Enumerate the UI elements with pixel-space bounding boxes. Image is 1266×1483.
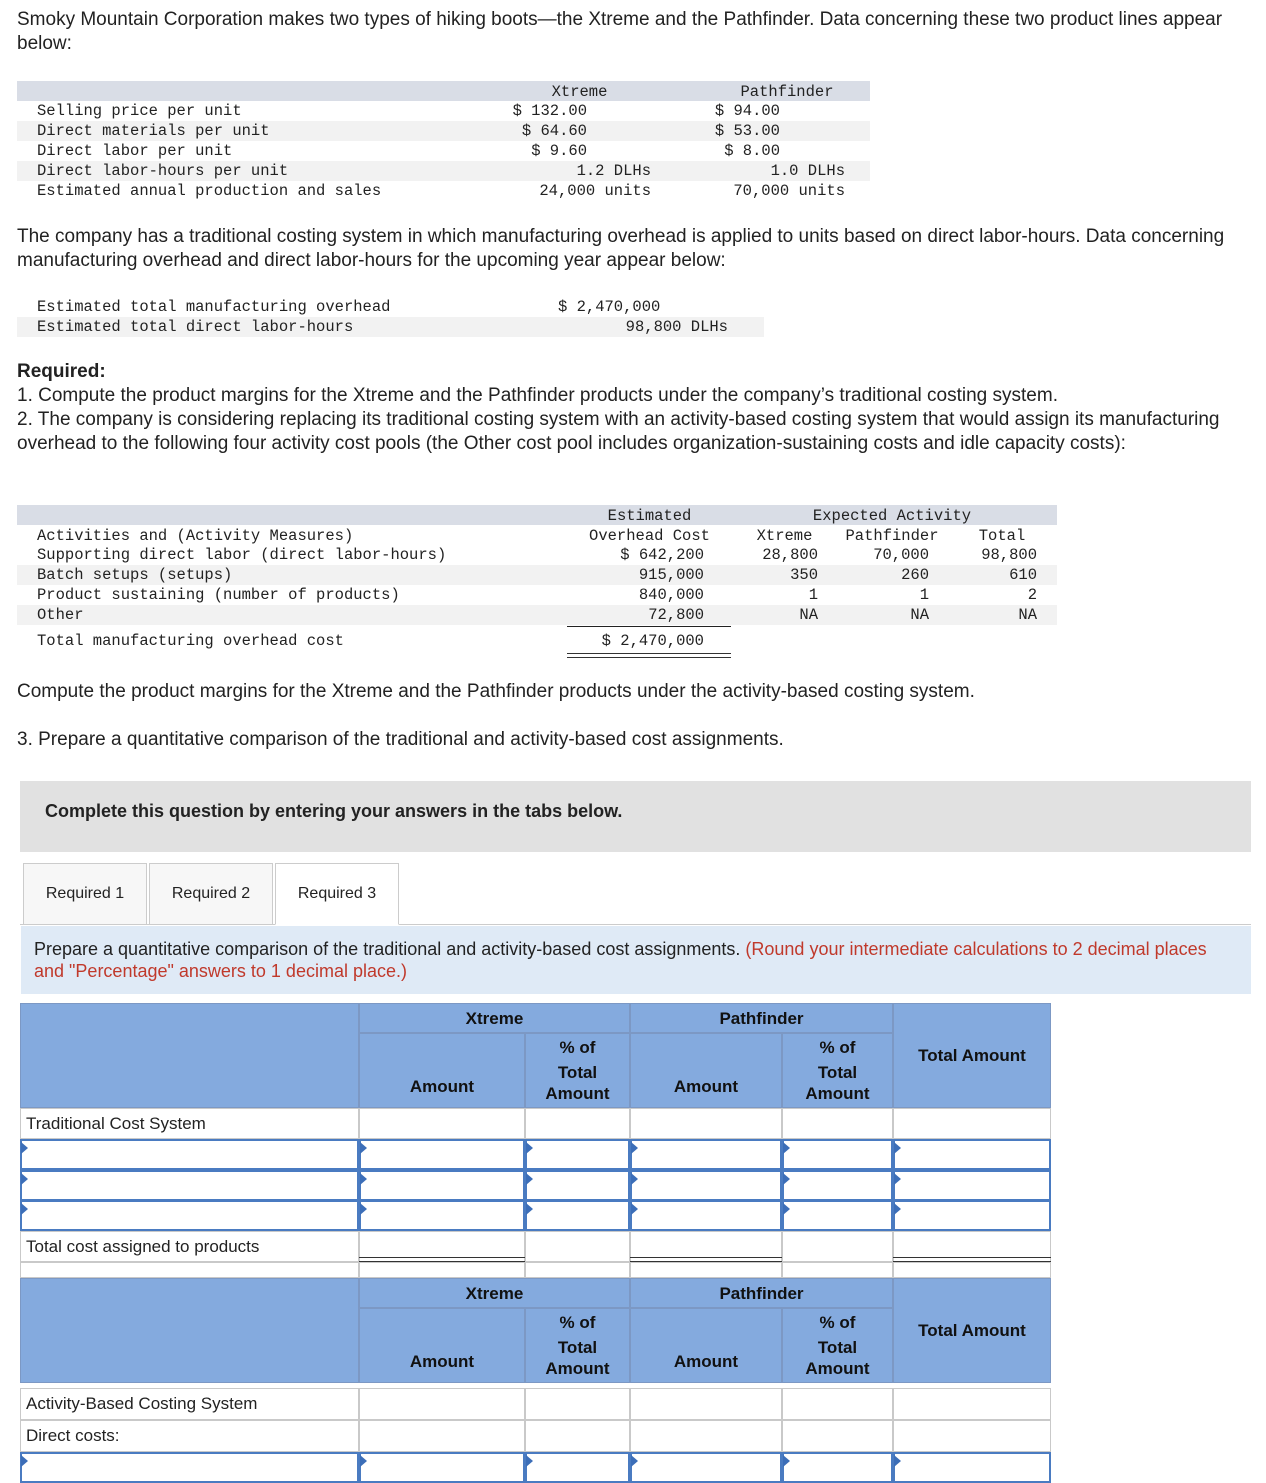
activity-label: Batch setups (setups) [37,566,233,584]
activity-label: Supporting direct labor (direct labor-hours) [37,546,447,564]
product-row-label: Direct labor per unit [37,142,233,160]
activity-pathfinder: 70,000 [873,546,929,564]
input-marker-icon [894,1203,901,1215]
input-marker-icon [783,1173,790,1185]
input-marker-icon [360,1455,367,1467]
abc-system-label: Activity-Based Costing System [20,1388,359,1420]
pct-line-3: Amount [545,1359,610,1378]
required-2-text: 2. The company is considering replacing its traditional costing system with an activity-based costing system that would assign its manufacturing overhead to the following four activity cost pools (the Other cost pool includes organization-sustaining costs and idle capacity costs): [17,409,1220,454]
product-data-table [17,81,870,203]
input-marker-icon [526,1173,533,1185]
input-marker-icon [21,1455,28,1467]
answer-input[interactable] [359,1200,525,1231]
header-overhead-cost: Overhead Cost [589,527,710,545]
pct-line-1: % of [559,1313,596,1332]
overhead-intro-text: The company has a traditional costing system in which manufacturing overhead is applied to units based on direct labor-hours. Data concerning manufacturing overhead and direct labor-hours for the upcoming year appear below: [17,226,1225,271]
grid-static-cell [630,1420,782,1452]
grid-static-cell [782,1388,893,1420]
activity-xtreme: 28,800 [762,546,818,564]
answer-input[interactable] [782,1170,893,1201]
answer-input[interactable] [525,1452,630,1483]
activity-label: Product sustaining (number of products) [37,586,400,604]
input-marker-icon [783,1455,790,1467]
answer-input[interactable] [893,1452,1051,1483]
pct-line-1: % of [559,1038,596,1057]
question-instructions [21,926,1251,994]
product-row-label: Direct labor-hours per unit [37,162,289,180]
overhead-value: $ 2,470,000 [558,298,661,316]
answer-input[interactable] [525,1200,630,1231]
activity-pathfinder: 1 [919,586,929,604]
pct-line-2: Total [817,1338,858,1357]
input-marker-icon [360,1203,367,1215]
xtreme-value: $ 64.60 [521,122,587,140]
activity-cost: 915,000 [638,566,704,584]
grid-header-pathfinder: Pathfinder [630,1003,893,1033]
answer-input[interactable] [630,1170,782,1201]
header-xtreme: Xtreme [551,83,608,101]
grid-static-cell [525,1231,630,1262]
tab-divider [20,924,1251,925]
xtreme-value: $ 9.60 [531,142,587,160]
required-1-text: 1. Compute the product margins for the Xtreme and the Pathfinder products under the company’s traditional costing system. [17,385,1058,406]
header-estimated: Estimated [607,507,692,525]
answer-input[interactable] [359,1139,525,1170]
activity-table [17,505,1057,660]
abc-prompt-text: Compute the product margins for the Xtreme and the Pathfinder products under the activity-based costing system. [17,681,975,702]
grid-static-cell [525,1388,630,1420]
input-marker-icon [526,1203,533,1215]
pct-line-3: Amount [545,1084,610,1103]
product-row-label: Direct materials per unit [37,122,270,140]
grid-static-cell [359,1420,525,1452]
answer-input[interactable] [782,1139,893,1170]
grid-header-percent [782,1033,893,1108]
grid-header-percent [525,1308,630,1383]
row-label-input[interactable] [20,1170,359,1201]
activity-cost: $ 642,200 [620,546,704,564]
activity-label: Other [37,606,84,624]
grid-header-xtreme: Xtreme [359,1003,630,1033]
activity-pathfinder: NA [910,606,929,624]
activity-total: 98,800 [981,546,1037,564]
activity-xtreme: 1 [808,586,818,604]
grid-static-cell [630,1262,782,1278]
grid-static-cell [525,1108,630,1139]
header-total: Total [978,527,1026,545]
answer-input[interactable] [630,1139,782,1170]
instruction-text: Prepare a quantitative comparison of the traditional and activity-based cost assignments. [34,939,741,959]
grid-static-cell [782,1108,893,1139]
tab-required-1[interactable]: Required 1 [23,863,147,925]
pct-line-3: Amount [805,1084,870,1103]
dlh-value: 98,800 DLHs [625,318,728,336]
answer-input[interactable] [525,1170,630,1201]
input-marker-icon [21,1203,28,1215]
row-label-input[interactable] [20,1139,359,1170]
grid-static-cell [630,1108,782,1139]
activity-cost: 72,800 [648,606,704,624]
grid-spacer-row [20,1262,359,1278]
answer-input[interactable] [359,1170,525,1201]
pathfinder-value: 70,000 units [733,182,845,200]
pct-line-2: Total [817,1063,858,1082]
input-marker-icon [21,1142,28,1154]
grid-static-cell [782,1262,893,1278]
traditional-cost-system-label: Traditional Cost System [20,1108,359,1139]
tab-required-2[interactable]: Required 2 [149,863,273,925]
direct-costs-label: Direct costs: [20,1420,359,1452]
grid-header-amount: Amount [630,1033,782,1108]
pct-line-2: Total [557,1338,598,1357]
pct-line-3: Amount [805,1359,870,1378]
input-marker-icon [631,1455,638,1467]
total-overhead-value: $ 2,470,000 [601,632,704,650]
input-marker-icon [21,1173,28,1185]
activity-xtreme: NA [799,606,818,624]
input-marker-icon [783,1203,790,1215]
input-marker-icon [894,1173,901,1185]
input-marker-icon [526,1142,533,1154]
pathfinder-value: $ 53.00 [714,122,780,140]
tab-required-3[interactable]: Required 3 [275,863,399,925]
grid-header-pathfinder: Pathfinder [630,1278,893,1308]
grid-header-amount: Amount [359,1308,525,1383]
grid-header-blank [20,1278,359,1383]
header-pathfinder: Pathfinder [740,83,834,101]
activity-cost: 840,000 [638,586,704,604]
pct-line-1: % of [819,1038,856,1057]
grid-static-cell [893,1420,1051,1452]
grid-header-total-amount: Total Amount [893,1003,1051,1108]
required-title: Required: [17,361,106,382]
grid-static-cell [893,1262,1051,1278]
activity-total: 2 [1027,586,1037,604]
product-row-label: Selling price per unit [37,102,242,120]
row-label-input[interactable] [20,1452,359,1483]
instructions-banner [20,781,1251,852]
xtreme-value: 24,000 units [539,182,651,200]
grid-static-cell [893,1388,1051,1420]
input-marker-icon [360,1142,367,1154]
overhead-label: Estimated total manufacturing overhead [37,298,391,316]
grid-static-cell [359,1108,525,1139]
grid-header-percent [782,1308,893,1383]
activity-total: 610 [1009,566,1037,584]
banner-text: Complete this question by entering your answers in the tabs below. [45,801,623,821]
xtreme-value: $ 132.00 [512,102,587,120]
header-activities: Activities and (Activity Measures) [37,527,354,545]
answer-input[interactable] [893,1139,1051,1170]
required-3-text: 3. Prepare a quantitative comparison of the traditional and activity-based cost assignments. [17,729,784,750]
grid-static-cell [525,1420,630,1452]
answer-input[interactable] [782,1452,893,1483]
pathfinder-value: 1.0 DLHs [770,162,845,180]
total-overhead-label: Total manufacturing overhead cost [37,632,344,650]
xtreme-value: 1.2 DLHs [576,162,651,180]
activity-total: NA [1018,606,1037,624]
activity-pathfinder: 260 [901,566,929,584]
total-cost-assigned-label: Total cost assigned to products [20,1231,359,1262]
answer-input[interactable] [893,1170,1051,1201]
grid-static-cell [359,1262,525,1278]
grid-static-cell [359,1388,525,1420]
overhead-table [17,297,764,339]
pct-line-2: Total [557,1063,598,1082]
pct-line-1: % of [819,1313,856,1332]
product-row-label: Estimated annual production and sales [37,182,382,200]
input-marker-icon [631,1203,638,1215]
grid-static-cell [893,1108,1051,1139]
grid-static-cell [782,1420,893,1452]
header-pathfinder: Pathfinder [845,527,939,545]
grid-header-blank [20,1003,359,1108]
header-xtreme: Xtreme [756,527,813,545]
grid-static-cell [630,1388,782,1420]
input-marker-icon [360,1173,367,1185]
pathfinder-value: $ 94.00 [714,102,780,120]
input-marker-icon [783,1142,790,1154]
input-marker-icon [894,1455,901,1467]
input-marker-icon [894,1142,901,1154]
grid-static-cell [525,1262,630,1278]
grid-header-percent [525,1033,630,1108]
input-marker-icon [526,1455,533,1467]
pathfinder-value: $ 8.00 [724,142,780,160]
row-label-input[interactable] [20,1200,359,1231]
answer-input[interactable] [630,1200,782,1231]
grid-static-cell [782,1231,893,1262]
answer-input[interactable] [782,1200,893,1231]
activity-xtreme: 350 [790,566,818,584]
answer-input[interactable] [525,1139,630,1170]
grid-header-total-amount: Total Amount [893,1278,1051,1383]
input-marker-icon [631,1142,638,1154]
grid-header-amount: Amount [630,1308,782,1383]
header-expected-activity: Expected Activity [812,507,972,525]
input-marker-icon [631,1173,638,1185]
grid-header-xtreme: Xtreme [359,1278,630,1308]
answer-input[interactable] [630,1452,782,1483]
rounding-note: (Round your intermediate calculations to 2 decimal places and "Percentage" answers to 1 decimal place.) [34,939,1207,981]
answer-input[interactable] [893,1200,1051,1231]
intro-text: Smoky Mountain Corporation makes two types of hiking boots—the Xtreme and the Pathfinder. Data concerning these two product lines appear below: [17,9,1223,54]
grid-header-amount: Amount [359,1033,525,1108]
answer-input[interactable] [359,1452,525,1483]
dlh-label: Estimated total direct labor-hours [37,318,354,336]
